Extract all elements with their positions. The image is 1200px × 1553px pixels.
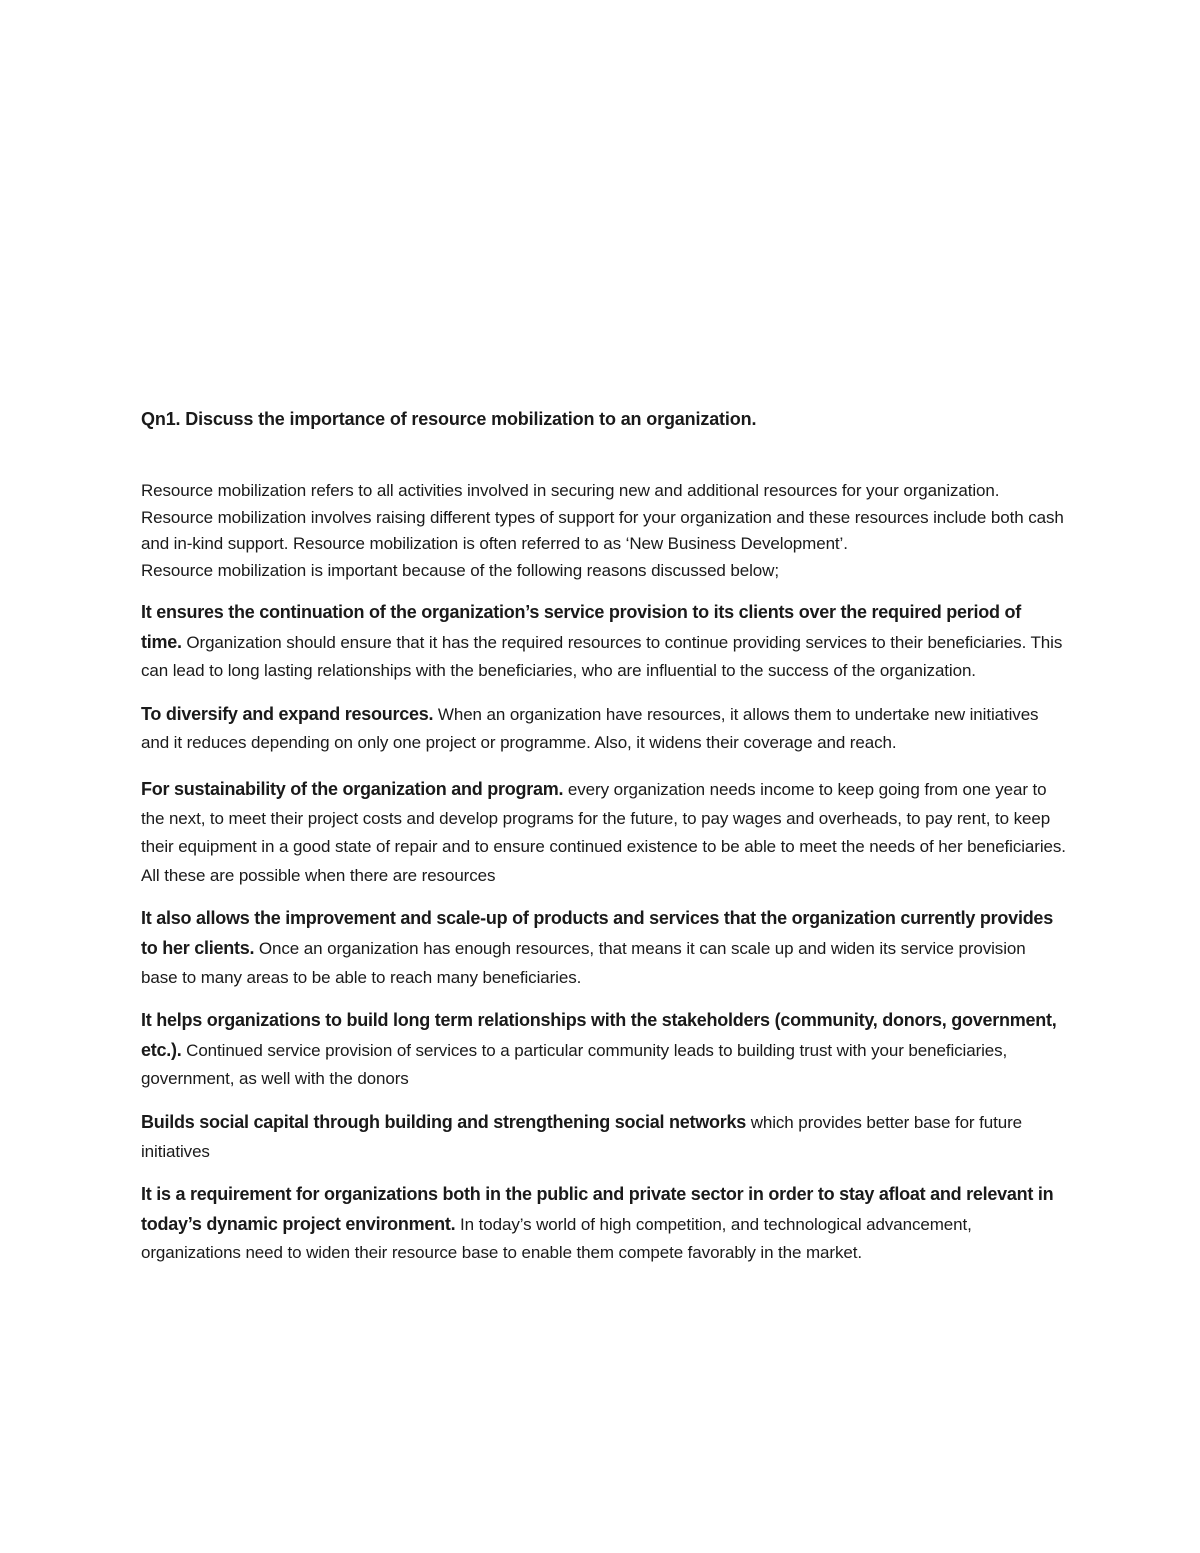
reason-heading: It ensures the continuation of the organization’s service provision to its clients over the required period of time. bbox=[141, 602, 1021, 652]
reason-paragraph-diversify bbox=[141, 700, 1066, 758]
reason-body: Continued service provision of services to a particular community leads to building trust with your beneficiaries, government, as well with the donors bbox=[141, 1040, 1008, 1089]
reason-body: which provides better base for future initiatives bbox=[141, 1112, 1022, 1161]
reason-heading: For sustainability of the organization and program. bbox=[141, 778, 564, 799]
reason-body: Organization should ensure that it has the required resources to continue providing services to their beneficiaries. This can lead to long lasting relationships with the beneficiaries, who are influential to the success of the organization. bbox=[141, 632, 1063, 681]
reason-heading: It also allows the improvement and scale-up of products and services that the organization currently provides to her clients. bbox=[141, 908, 1053, 958]
question-heading: Qn1. Discuss the importance of resource mobilization to an organization. bbox=[141, 409, 757, 429]
reason-paragraph-scale-up bbox=[141, 904, 1066, 992]
intro-lead-in: Resource mobilization is important because of the following reasons discussed below; bbox=[141, 560, 779, 580]
reason-body: Once an organization has enough resources, that means it can scale up and widen its service provision base to many areas to be able to reach many beneficiaries. bbox=[141, 938, 1026, 987]
reason-body: In today’s world of high competition, and technological advancement, organizations need to widen their resource base to enable them compete favorably in the market. bbox=[141, 1214, 972, 1263]
reason-paragraph-sustainability bbox=[141, 775, 1066, 890]
reason-heading: It is a requirement for organizations both in the public and private sector in order to stay afloat and relevant in today’s dynamic project environment. bbox=[141, 1184, 1054, 1234]
reason-body: When an organization have resources, it allows them to undertake new initiatives and it reduces depending on only one project or programme. Also, it widens their coverage and reach. bbox=[141, 704, 1039, 753]
document-body bbox=[141, 405, 1066, 1268]
intro-paragraph: Resource mobilization refers to all activities involved in securing new and additional resources for your organization. Resource mobilization involves raising different types of support for your organization and these resources include both cash and in-kind support. Resource mobilization is often referred to as ‘New Business Development’. bbox=[141, 481, 1064, 553]
reason-paragraph-requirement bbox=[141, 1180, 1066, 1268]
intro-section bbox=[141, 478, 1066, 584]
reason-heading: Builds social capital through building and strengthening social networks bbox=[141, 1111, 747, 1132]
reason-heading: To diversify and expand resources. bbox=[141, 703, 434, 724]
reason-paragraph-social-capital bbox=[141, 1108, 1066, 1166]
reason-paragraph-continuation bbox=[141, 598, 1066, 686]
reason-body: every organization needs income to keep going from one year to the next, to meet their project costs and develop programs for the future, to pay wages and overheads, to pay rent, to keep their equipment in a good state of repair and to ensure continued existence to be able to meet the needs of her beneficiaries. All these are possible when there are resources bbox=[141, 779, 1066, 885]
reason-heading: It helps organizations to build long term relationships with the stakeholders (community, donors, government, etc.). bbox=[141, 1010, 1057, 1060]
reason-paragraph-relationships bbox=[141, 1006, 1066, 1094]
